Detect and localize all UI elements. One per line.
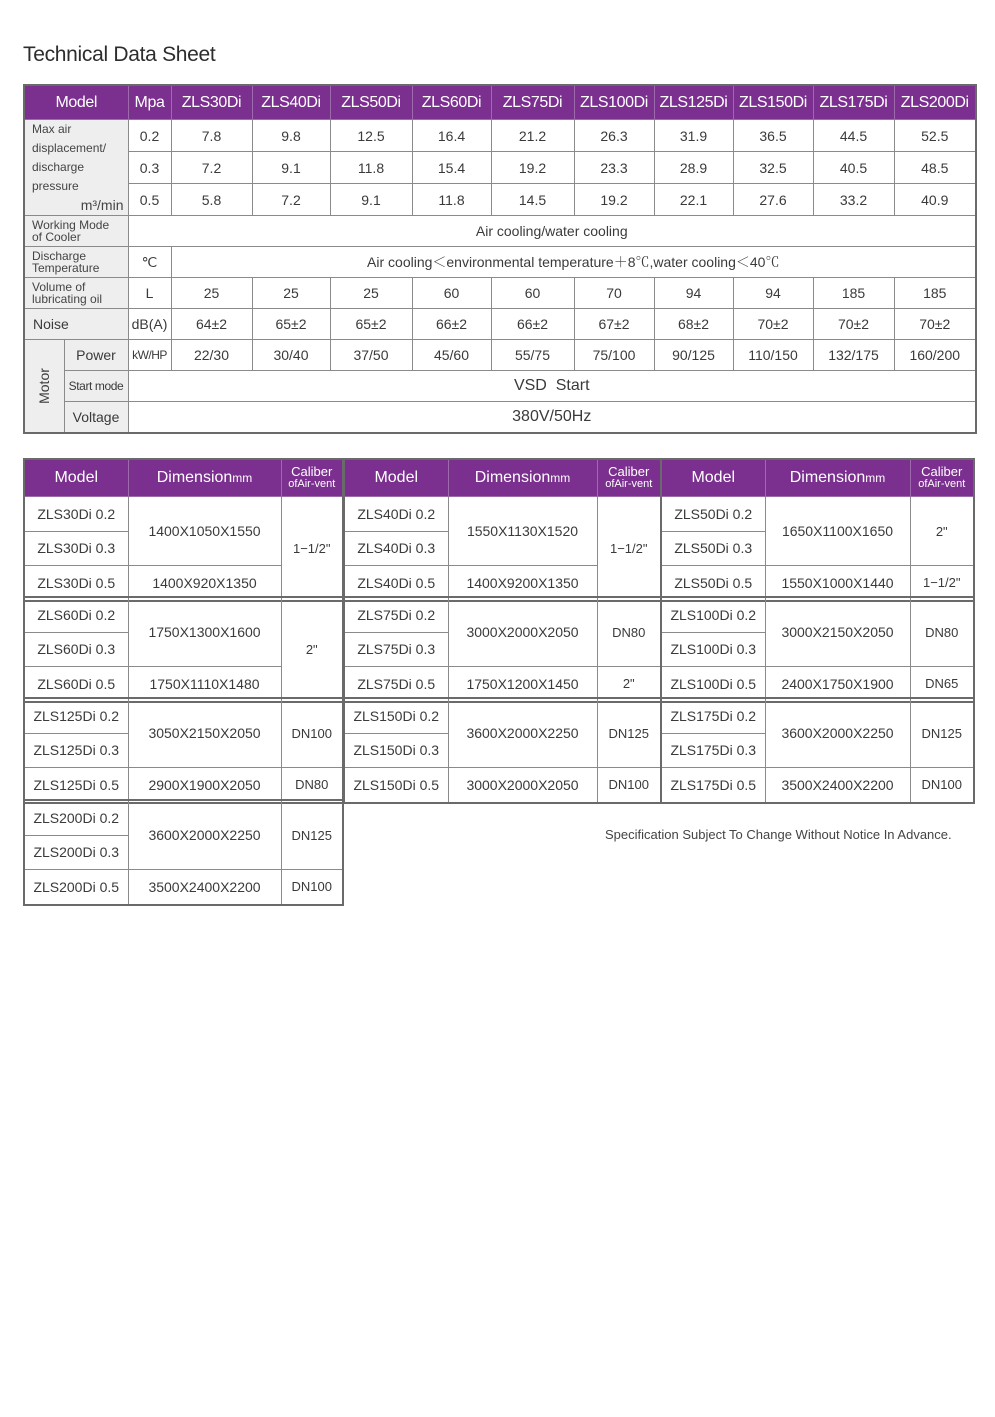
caliber-header-text: Caliber <box>921 464 963 479</box>
value-cell: 9.8 <box>252 120 330 152</box>
dim-row <box>661 768 974 803</box>
dim-model-cell: ZLS150Di 0.2 <box>344 698 448 733</box>
noise-row <box>24 309 976 340</box>
caliber-header-sub: ofAir-vent <box>288 478 336 490</box>
dim-caliber-cell: 1−1/2" <box>281 497 343 601</box>
dim-model-cell: ZLS125Di 0.5 <box>24 768 128 803</box>
dim-caliber-cell: DN65 <box>910 667 974 702</box>
label-line: Max air <box>32 122 72 136</box>
value-cell: 12.5 <box>330 120 412 152</box>
technical-spec-table <box>23 84 977 434</box>
dim-model-cell: ZLS50Di 0.5 <box>661 566 765 601</box>
model-col-header: ZLS100Di <box>574 85 654 120</box>
value-cell: 94 <box>733 278 813 309</box>
dim-model-cell: ZLS175Di 0.3 <box>661 733 765 768</box>
dim-model-cell: ZLS40Di 0.3 <box>344 531 448 566</box>
dim-caliber-header <box>910 459 974 497</box>
dim-row <box>24 768 343 803</box>
dim-model-cell: ZLS50Di 0.3 <box>661 531 765 566</box>
value-cell: 26.3 <box>574 120 654 152</box>
value-cell: 19.2 <box>491 152 574 184</box>
value-cell: 31.9 <box>654 120 733 152</box>
dim-row <box>661 597 974 632</box>
value-cell: 70±2 <box>894 309 976 340</box>
cooler-value: Air cooling/water cooling <box>128 216 976 247</box>
noise-label: Noise <box>24 309 128 340</box>
dim-caliber-cell: DN80 <box>910 597 974 667</box>
air-displacement-label <box>24 120 128 216</box>
dim-dimension-cell: 3050X2150X2050 <box>128 698 281 768</box>
dim-model-cell: ZLS200Di 0.5 <box>24 870 128 905</box>
value-cell: 70 <box>574 278 654 309</box>
value-cell: 22.1 <box>654 184 733 216</box>
power-row <box>24 340 976 371</box>
power-unit: kW/HP <box>128 340 171 371</box>
value-cell: 7.2 <box>171 152 252 184</box>
value-cell: 28.9 <box>654 152 733 184</box>
dim-model-cell: ZLS60Di 0.3 <box>24 632 128 667</box>
dim-model-cell: ZLS150Di 0.5 <box>344 768 448 803</box>
value-cell: 65±2 <box>252 309 330 340</box>
dim-dimension-cell: 3600X2000X2250 <box>128 800 281 870</box>
value-cell: 90/125 <box>654 340 733 371</box>
value-cell: 48.5 <box>894 152 976 184</box>
dim-model-cell: ZLS125Di 0.3 <box>24 733 128 768</box>
dim-model-cell: ZLS60Di 0.2 <box>24 597 128 632</box>
value-cell: 25 <box>330 278 412 309</box>
dim-dimension-cell: 1400X1050X1550 <box>128 497 281 566</box>
dim-header-row <box>24 459 343 497</box>
value-cell: 25 <box>252 278 330 309</box>
value-cell: 7.8 <box>171 120 252 152</box>
oil-row <box>24 278 976 309</box>
value-cell: 11.8 <box>330 152 412 184</box>
dim-dimension-cell: 3500X2400X2200 <box>765 768 910 803</box>
caliber-header-sub: ofAir-vent <box>605 478 653 490</box>
value-cell: 21.2 <box>491 120 574 152</box>
model-col-header: ZLS150Di <box>733 85 813 120</box>
label-line: discharge pressure <box>32 160 85 193</box>
dim-caliber-cell: DN80 <box>281 768 343 803</box>
dim-header-row <box>661 459 974 497</box>
voltage-row <box>24 402 976 434</box>
dim-caliber-cell: DN100 <box>281 870 343 905</box>
dimension-table <box>23 697 344 804</box>
dim-dimension-cell: 1550X1130X1520 <box>448 497 597 566</box>
dim-caliber-cell: DN100 <box>597 768 661 803</box>
value-cell: 68±2 <box>654 309 733 340</box>
value-cell: 9.1 <box>252 152 330 184</box>
dim-caliber-cell: DN125 <box>597 698 661 768</box>
value-cell: 70±2 <box>813 309 894 340</box>
start-mode-value: VSD Start <box>128 371 976 402</box>
dimension-unit: mm <box>865 471 886 485</box>
value-cell: 27.6 <box>733 184 813 216</box>
power-label: Power <box>64 340 128 371</box>
dim-row <box>661 497 974 532</box>
dim-dimension-cell: 3000X2000X2050 <box>448 597 597 667</box>
page-title: Technical Data Sheet <box>23 43 216 66</box>
dim-caliber-cell: DN100 <box>910 768 974 803</box>
pressure-cell: 0.5 <box>128 184 171 216</box>
label-line: of Cooler <box>32 230 81 244</box>
dim-dimension-cell: 1750X1200X1450 <box>448 667 597 702</box>
dim-dimension-cell: 3600X2000X2250 <box>765 698 910 768</box>
dim-model-cell: ZLS50Di 0.2 <box>661 497 765 532</box>
model-col-header: ZLS175Di <box>813 85 894 120</box>
voltage-label: Voltage <box>64 402 128 434</box>
dim-dimension-header <box>765 459 910 497</box>
value-cell: 37/50 <box>330 340 412 371</box>
dim-dimension-cell: 1750X1300X1600 <box>128 597 281 667</box>
dim-row <box>661 698 974 733</box>
dim-model-cell: ZLS150Di 0.3 <box>344 733 448 768</box>
dimension-table <box>660 697 975 804</box>
dimension-header-text: Dimension <box>474 469 551 486</box>
discharge-row <box>24 247 976 278</box>
dimension-header-text: Dimension <box>789 469 866 486</box>
dim-row <box>24 800 343 835</box>
dim-model-header: Model <box>24 459 128 497</box>
model-col-header: ZLS75Di <box>491 85 574 120</box>
dim-model-cell: ZLS200Di 0.2 <box>24 800 128 835</box>
dimension-header-text: Dimension <box>156 469 233 486</box>
value-cell: 60 <box>491 278 574 309</box>
oil-label <box>24 278 128 309</box>
dim-dimension-cell: 2400X1750X1900 <box>765 667 910 702</box>
label-unit: m³/min <box>80 197 124 213</box>
dim-model-cell: ZLS30Di 0.5 <box>24 566 128 601</box>
label-line: Discharge <box>32 249 87 263</box>
value-cell: 185 <box>813 278 894 309</box>
value-cell: 65±2 <box>330 309 412 340</box>
value-cell: 36.5 <box>733 120 813 152</box>
value-cell: 132/175 <box>813 340 894 371</box>
motor-label <box>24 340 64 434</box>
discharge-unit: ℃ <box>128 247 171 278</box>
value-cell: 52.5 <box>894 120 976 152</box>
value-cell: 44.5 <box>813 120 894 152</box>
dim-caliber-cell: 2" <box>597 667 661 702</box>
dim-row <box>24 597 343 632</box>
dim-model-cell: ZLS60Di 0.5 <box>24 667 128 702</box>
model-col-header: ZLS60Di <box>412 85 491 120</box>
dim-model-header: Model <box>344 459 448 497</box>
value-cell: 55/75 <box>491 340 574 371</box>
value-cell: 11.8 <box>412 184 491 216</box>
value-cell: 160/200 <box>894 340 976 371</box>
dimension-table <box>23 596 344 703</box>
label-line: Temperature <box>32 261 100 275</box>
voltage-value: 380V/50Hz <box>128 402 976 434</box>
dim-model-cell: ZLS75Di 0.3 <box>344 632 448 667</box>
label-line: Working Mode <box>32 218 110 232</box>
dim-model-cell: ZLS30Di 0.3 <box>24 531 128 566</box>
value-cell: 32.5 <box>733 152 813 184</box>
dim-model-header: Model <box>661 459 765 497</box>
value-cell: 19.2 <box>574 184 654 216</box>
spec-header-row <box>24 85 976 120</box>
oil-unit: L <box>128 278 171 309</box>
spec-change-note: Specification Subject To Change Without Notice In Advance. <box>605 827 952 842</box>
value-cell: 15.4 <box>412 152 491 184</box>
model-col-header: ZLS40Di <box>252 85 330 120</box>
dim-row <box>24 497 343 532</box>
caliber-header-text: Caliber <box>291 464 333 479</box>
dimension-unit: mm <box>232 471 253 485</box>
value-cell: 40.9 <box>894 184 976 216</box>
value-cell: 7.2 <box>252 184 330 216</box>
dim-model-cell: ZLS175Di 0.5 <box>661 768 765 803</box>
model-header: Model <box>24 85 128 120</box>
air-row-0.2 <box>24 120 976 152</box>
model-col-header: ZLS30Di <box>171 85 252 120</box>
value-cell: 64±2 <box>171 309 252 340</box>
dim-model-cell: ZLS40Di 0.5 <box>344 566 448 601</box>
dim-caliber-cell: 1−1/2" <box>597 497 661 601</box>
caliber-header-sub: ofAir-vent <box>918 478 966 490</box>
value-cell: 40.5 <box>813 152 894 184</box>
dimension-table <box>660 596 975 703</box>
dimension-table <box>660 458 975 602</box>
dim-caliber-cell: 1−1/2" <box>910 566 974 601</box>
dim-caliber-cell: DN125 <box>910 698 974 768</box>
model-col-header: ZLS50Di <box>330 85 412 120</box>
dim-row <box>344 497 661 532</box>
dim-model-cell: ZLS100Di 0.3 <box>661 632 765 667</box>
dim-model-cell: ZLS100Di 0.2 <box>661 597 765 632</box>
value-cell: 5.8 <box>171 184 252 216</box>
label-line: Volume of <box>32 280 86 294</box>
dim-dimension-cell: 1400X9200X1350 <box>448 566 597 601</box>
dim-caliber-cell: 2" <box>910 497 974 566</box>
label-line: lubricating oil <box>32 292 103 306</box>
noise-unit: dB(A) <box>128 309 171 340</box>
dim-model-cell: ZLS75Di 0.5 <box>344 667 448 702</box>
dim-dimension-cell: 3000X2150X2050 <box>765 597 910 667</box>
dim-caliber-header <box>281 459 343 497</box>
value-cell: 70±2 <box>733 309 813 340</box>
pressure-cell: 0.2 <box>128 120 171 152</box>
label-line: displacement/ <box>32 141 107 155</box>
dimension-unit: mm <box>550 471 571 485</box>
caliber-header-text: Caliber <box>608 464 650 479</box>
value-cell: 30/40 <box>252 340 330 371</box>
air-row-0.3 <box>24 152 976 184</box>
dim-dimension-cell: 1550X1000X1440 <box>765 566 910 601</box>
value-cell: 23.3 <box>574 152 654 184</box>
dimension-table <box>343 596 662 703</box>
value-cell: 25 <box>171 278 252 309</box>
value-cell: 33.2 <box>813 184 894 216</box>
value-cell: 66±2 <box>491 309 574 340</box>
dim-dimension-cell: 3000X2000X2050 <box>448 768 597 803</box>
dimension-table <box>23 458 344 602</box>
dim-caliber-header <box>597 459 661 497</box>
start-mode-label: Start mode <box>64 371 128 402</box>
dim-model-cell: ZLS175Di 0.2 <box>661 698 765 733</box>
dim-model-cell: ZLS125Di 0.2 <box>24 698 128 733</box>
model-col-header: ZLS125Di <box>654 85 733 120</box>
discharge-label <box>24 247 128 278</box>
dim-caliber-cell: 2" <box>281 597 343 702</box>
value-cell: 75/100 <box>574 340 654 371</box>
dim-dimension-cell: 2900X1900X2050 <box>128 768 281 803</box>
mpa-header: Mpa <box>128 85 171 120</box>
dim-model-cell: ZLS75Di 0.2 <box>344 597 448 632</box>
dim-dimension-cell: 1750X1110X1480 <box>128 667 281 702</box>
dim-row <box>344 768 661 803</box>
dim-dimension-cell: 1400X920X1350 <box>128 566 281 601</box>
dim-model-cell: ZLS100Di 0.5 <box>661 667 765 702</box>
dim-row <box>24 870 343 905</box>
value-cell: 9.1 <box>330 184 412 216</box>
model-col-header: ZLS200Di <box>894 85 976 120</box>
dim-dimension-cell: 3500X2400X2200 <box>128 870 281 905</box>
air-row-0.5 <box>24 184 976 216</box>
value-cell: 67±2 <box>574 309 654 340</box>
dimension-table <box>343 697 662 804</box>
dim-header-row <box>344 459 661 497</box>
value-cell: 60 <box>412 278 491 309</box>
cooler-label <box>24 216 128 247</box>
value-cell: 22/30 <box>171 340 252 371</box>
dim-dimension-header <box>448 459 597 497</box>
dim-caliber-cell: DN80 <box>597 597 661 667</box>
dim-row <box>344 698 661 733</box>
dim-caliber-cell: DN100 <box>281 698 343 768</box>
dim-row <box>344 597 661 632</box>
dim-dimension-header <box>128 459 281 497</box>
start-mode-row <box>24 371 976 402</box>
value-cell: 14.5 <box>491 184 574 216</box>
discharge-value: Air cooling＜environmental temperature＋8℃,water cooling＜40℃ <box>171 247 976 278</box>
dim-row <box>24 698 343 733</box>
dim-dimension-cell: 1650X1100X1650 <box>765 497 910 566</box>
value-cell: 16.4 <box>412 120 491 152</box>
dim-caliber-cell: DN125 <box>281 800 343 870</box>
cooler-row <box>24 216 976 247</box>
value-cell: 94 <box>654 278 733 309</box>
value-cell: 110/150 <box>733 340 813 371</box>
dim-model-cell: ZLS40Di 0.2 <box>344 497 448 532</box>
value-cell: 185 <box>894 278 976 309</box>
value-cell: 66±2 <box>412 309 491 340</box>
dim-model-cell: ZLS200Di 0.3 <box>24 835 128 870</box>
dim-dimension-cell: 3600X2000X2250 <box>448 698 597 768</box>
motor-label-text: Motor <box>36 368 53 404</box>
value-cell: 45/60 <box>412 340 491 371</box>
dimension-table <box>23 799 344 906</box>
pressure-cell: 0.3 <box>128 152 171 184</box>
dim-model-cell: ZLS30Di 0.2 <box>24 497 128 532</box>
dimension-table <box>343 458 662 602</box>
